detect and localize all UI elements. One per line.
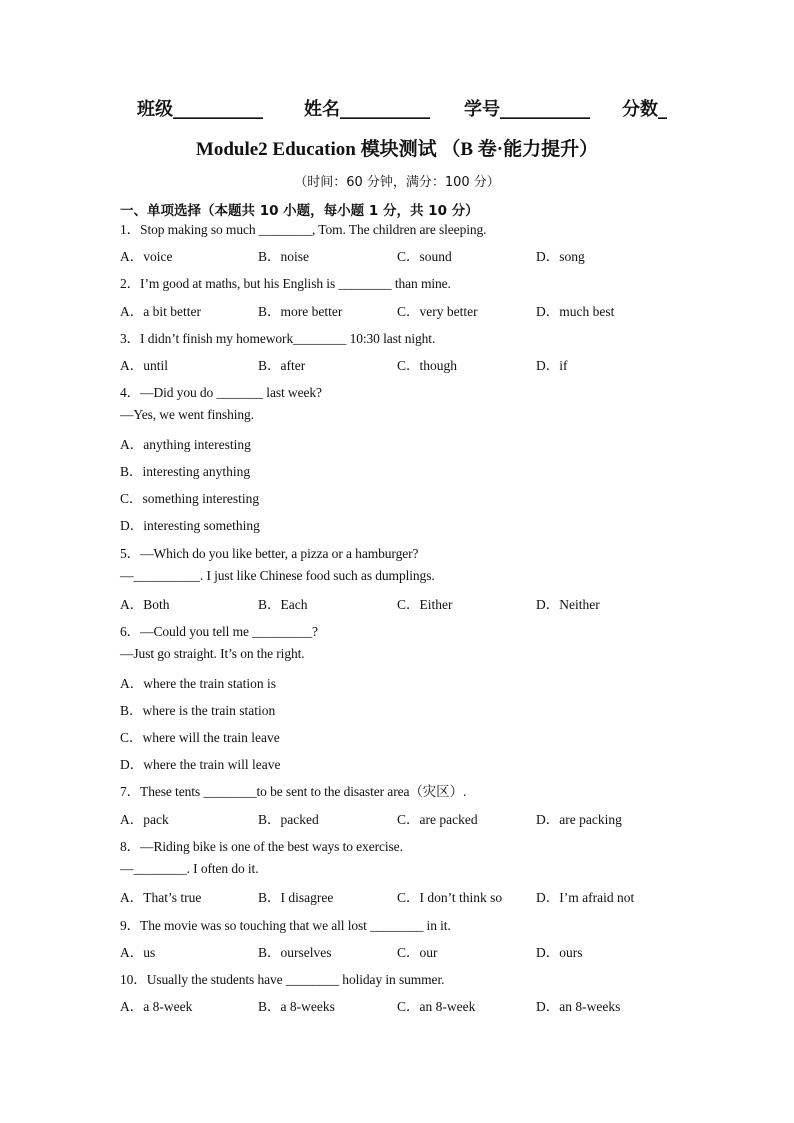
exam-subtitle: （时间：60 分钟，满分：100 分）	[294, 175, 500, 190]
question-5-option-c: C．Either	[397, 597, 453, 612]
question-3-option-b: B．after	[258, 358, 306, 373]
question-7-stem: 7．These tents ________to be sent to the disaster area（灾区）.	[120, 784, 467, 799]
question-6-stem: 6．—Could you tell me _________?	[120, 624, 318, 639]
question-4-option-d: D．interesting something	[120, 518, 260, 533]
question-9-option-a: A．us	[120, 945, 156, 960]
class-field-label: 班级__________	[137, 99, 263, 120]
question-9-option-b: B．ourselves	[258, 945, 332, 960]
question-8-reply: —________. I often do it.	[120, 861, 259, 876]
question-5-option-d: D．Neither	[536, 597, 600, 612]
question-9-option-c: C．our	[397, 945, 438, 960]
exam-title: Module2 Education 模块测试 （B 卷·能力提升）	[195, 139, 599, 160]
question-10-stem: 10．Usually the students have ________ holiday in summer.	[120, 972, 445, 987]
question-4-reply: —Yes, we went finshing.	[120, 407, 254, 422]
question-7-option-c: C．are packed	[397, 812, 478, 827]
question-2-option-c: C．very better	[397, 304, 478, 319]
question-6-option-a: A．where the train station is	[120, 676, 276, 691]
question-8-option-a: A．That’s true	[120, 890, 202, 905]
question-1-stem: 1．Stop making so much ________, Tom. The children are sleeping.	[120, 222, 487, 237]
question-1-option-a: A．voice	[120, 249, 173, 264]
question-8-stem: 8．—Riding bike is one of the best ways to exercise.	[120, 839, 403, 854]
student-id-field-label: 学号__________	[464, 99, 590, 120]
question-4-stem: 4．—Did you do _______ last week?	[120, 385, 322, 400]
question-6-option-b: B．where is the train station	[120, 703, 276, 718]
question-10-option-c: C．an 8-week	[397, 999, 476, 1014]
question-6-reply: —Just go straight. It’s on the right.	[120, 646, 305, 661]
question-8-option-c: C．I don’t think so	[397, 890, 503, 905]
question-3-option-c: C．though	[397, 358, 458, 373]
question-3-option-a: A．until	[120, 358, 169, 373]
question-5-stem: 5．—Which do you like better, a pizza or a hamburger?	[120, 546, 419, 561]
question-7-option-b: B．packed	[258, 812, 319, 827]
name-field-label: 姓名__________	[304, 99, 430, 120]
question-1-option-c: C．sound	[397, 249, 452, 264]
question-6-option-d: D．where the train will leave	[120, 757, 281, 772]
question-6-option-c: C．where will the train leave	[120, 730, 280, 745]
question-10-option-b: B．a 8-weeks	[258, 999, 335, 1014]
question-9-stem: 9．The movie was so touching that we all lost ________ in it.	[120, 918, 451, 933]
question-3-option-d: D．if	[536, 358, 568, 373]
question-1-option-b: B．noise	[258, 249, 310, 264]
question-10-option-d: D．an 8-weeks	[536, 999, 621, 1014]
question-4-option-a: A．anything interesting	[120, 437, 251, 452]
question-7-option-d: D．are packing	[536, 812, 622, 827]
question-1-option-d: D．song	[536, 249, 585, 264]
question-2-option-b: B．more better	[258, 304, 343, 319]
question-5-reply: —__________. I just like Chinese food such as dumplings.	[120, 568, 435, 583]
question-8-option-b: B．I disagree	[258, 890, 334, 905]
question-4-option-b: B．interesting anything	[120, 464, 251, 479]
question-5-option-a: A．Both	[120, 597, 170, 612]
question-2-option-a: A．a bit better	[120, 304, 201, 319]
student-info-row	[0, 95, 794, 125]
question-4-option-c: C．something interesting	[120, 491, 260, 506]
question-8-option-d: D．I’m afraid not	[536, 890, 635, 905]
question-7-option-a: A．pack	[120, 812, 169, 827]
question-10-option-a: A．a 8-week	[120, 999, 193, 1014]
section-title: 一、单项选择（本题共 10 小题，每小题 1 分，共 10 分）	[120, 203, 479, 219]
score-field-label: 分数_	[622, 99, 667, 120]
question-2-stem: 2．I’m good at maths, but his English is ________ than mine.	[120, 276, 451, 291]
question-2-option-d: D．much best	[536, 304, 615, 319]
question-5-option-b: B．Each	[258, 597, 308, 612]
question-3-stem: 3．I didn’t finish my homework________ 10:30 last night.	[120, 331, 436, 346]
question-9-option-d: D．ours	[536, 945, 583, 960]
